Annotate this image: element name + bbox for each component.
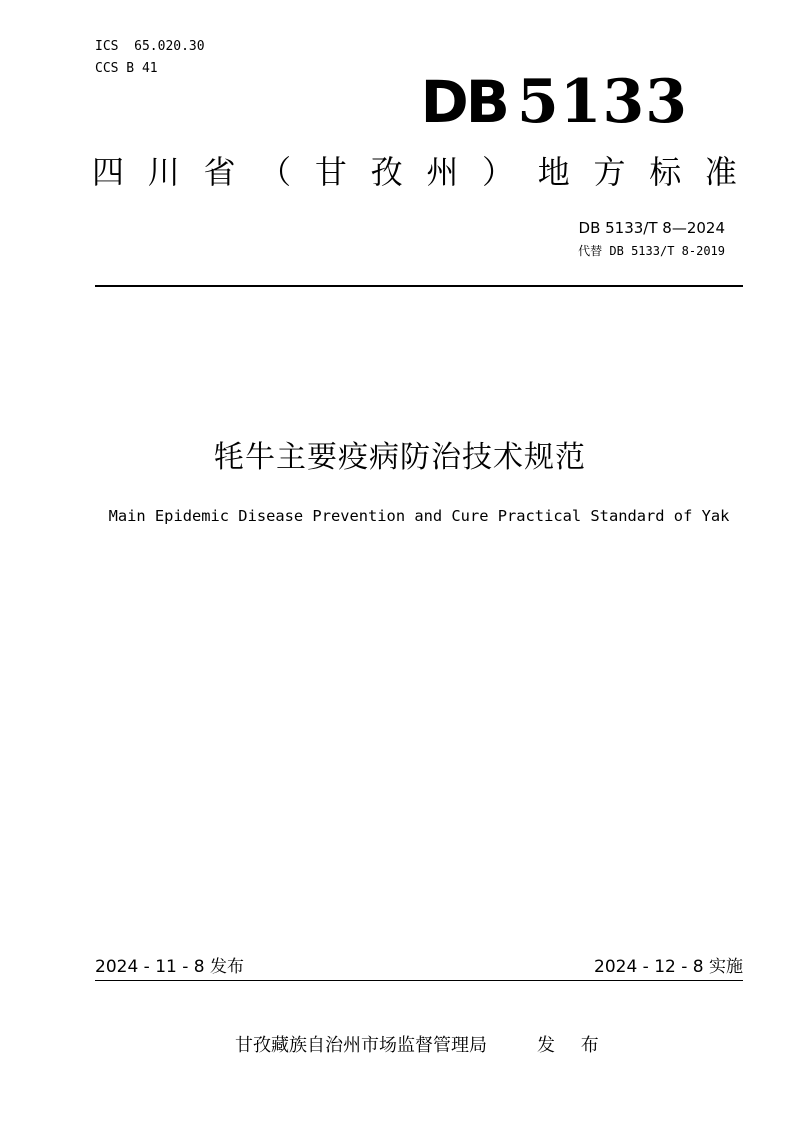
standard-title-char: 方: [593, 153, 626, 191]
ics-code: ICS 65.020.30: [95, 39, 205, 54]
standard-title: [92, 152, 737, 192]
standard-title-char: 四: [92, 153, 125, 191]
ccs-code: CCS B 41: [95, 61, 158, 76]
db-logo-number: 5133: [517, 67, 688, 137]
standard-title-char: 省: [203, 153, 236, 191]
document-title-cn: 牦牛主要疫病防治技术规范: [214, 440, 586, 475]
replaces-code: 代替 DB 5133/T 8-2019: [578, 244, 725, 258]
standard-title-char: 标: [649, 153, 682, 191]
bottom-divider: [95, 980, 743, 981]
standard-code: DB 5133/T 8—2024: [578, 219, 725, 237]
standard-title-char: 地: [537, 153, 570, 191]
issue-date: 2024 - 11 - 8 发布: [95, 957, 244, 977]
publish-label: 发 布: [537, 1035, 609, 1056]
standard-title-char: 甘: [314, 153, 347, 191]
document-title-en: Main Epidemic Disease Prevention and Cure Practical Standard of Yak: [108, 507, 730, 525]
db-logo-letters: DB: [420, 68, 507, 136]
standard-title-char: 准: [704, 153, 737, 191]
standard-title-char: ）: [482, 153, 515, 191]
top-divider: [95, 285, 743, 287]
standard-title-char: 川: [147, 153, 180, 191]
standard-title-char: （: [259, 153, 292, 191]
db-logo: [420, 67, 688, 137]
standard-title-char: 州: [426, 153, 459, 191]
standard-title-char: 孜: [370, 153, 403, 191]
implementation-date: 2024 - 12 - 8 实施: [594, 957, 743, 977]
publisher-name: 甘孜藏族自治州市场监督管理局: [235, 1035, 487, 1056]
